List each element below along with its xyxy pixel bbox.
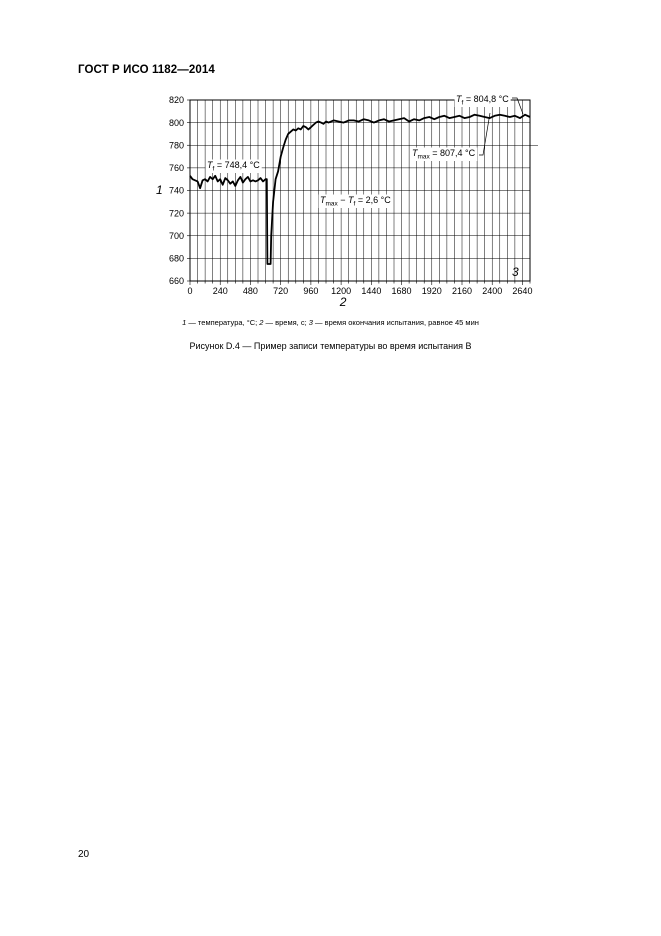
figure-caption: Рисунок D.4 — Пример записи температуры во время испытания В <box>189 341 472 351</box>
x-tick-label: 960 <box>303 286 319 296</box>
annotation-subscript: f <box>461 99 464 107</box>
annotation-value: = 804,8 °C <box>463 94 509 104</box>
x-tick-label: 2640 <box>512 286 533 296</box>
y-axis-label: 1 <box>156 183 163 197</box>
annotation-value: = 2,6 °C <box>355 195 391 205</box>
y-tick-label: 660 <box>168 276 184 287</box>
annotation-value: = 748,4 °C <box>214 160 260 170</box>
temperature-chart <box>0 0 661 320</box>
annotation-subscript: max <box>417 153 430 161</box>
annotation-symbol: T <box>456 94 462 104</box>
annotation-t-f-final <box>455 94 511 108</box>
y-tick-label: 800 <box>168 117 184 128</box>
y-tick-label: 780 <box>168 140 184 151</box>
x-axis-label: 2 <box>339 295 347 309</box>
y-tick-label: 740 <box>168 185 184 196</box>
annotation-symbol: T <box>320 195 326 205</box>
x-tick-label: 2400 <box>482 286 503 296</box>
page-number: 20 <box>78 849 90 860</box>
x-tick-label: 720 <box>273 286 289 296</box>
y-tick-label: 700 <box>168 230 184 241</box>
annotation-operator: − <box>337 195 349 205</box>
x-tick-label: 1920 <box>421 286 442 296</box>
legend-text-1: — температура, °C; <box>186 318 260 327</box>
document-header: ГОСТ Р ИСО 1182—2014 <box>78 64 215 76</box>
x-tick-label: 240 <box>212 286 228 296</box>
x-tick-label: 1680 <box>391 286 412 296</box>
chart-annotations <box>206 94 524 209</box>
annotation-t-difference <box>319 195 393 209</box>
annotation-subscript: f <box>353 200 356 208</box>
annotation-symbol: T <box>348 195 354 205</box>
legend-number-1: 1 <box>182 318 187 327</box>
legend-number-3: 3 <box>308 318 313 327</box>
x-tick-label: 480 <box>242 286 258 296</box>
annotation-subscript: f <box>212 165 215 173</box>
annotation-t-f-initial <box>206 160 262 174</box>
annotation-t-max <box>411 148 478 162</box>
end-marker-label: 3 <box>512 265 519 279</box>
x-tick-label: 1440 <box>361 286 382 296</box>
y-tick-label: 760 <box>168 163 184 174</box>
figure-legend <box>0 318 661 327</box>
legend-text-3: — время окончания испытания, равное 45 мин <box>312 318 479 327</box>
legend-number-2: 2 <box>259 318 264 327</box>
annotation-subscript: max <box>325 200 338 208</box>
legend-text-2: — время, с; <box>263 318 309 327</box>
temperature-line <box>190 115 530 264</box>
annotation-value: = 807,4 °C <box>429 148 476 158</box>
chart-grid <box>190 100 538 281</box>
annotation-symbol: T <box>412 148 418 158</box>
annotation-symbol: T <box>207 160 213 170</box>
x-tick-label: 0 <box>187 286 193 296</box>
y-tick-label: 820 <box>168 95 184 106</box>
x-tick-label: 2160 <box>451 286 473 296</box>
y-tick-label: 680 <box>168 253 184 264</box>
x-tick-label: 1200 <box>331 286 352 296</box>
temperature-series <box>190 115 530 264</box>
y-tick-label: 720 <box>168 208 184 219</box>
